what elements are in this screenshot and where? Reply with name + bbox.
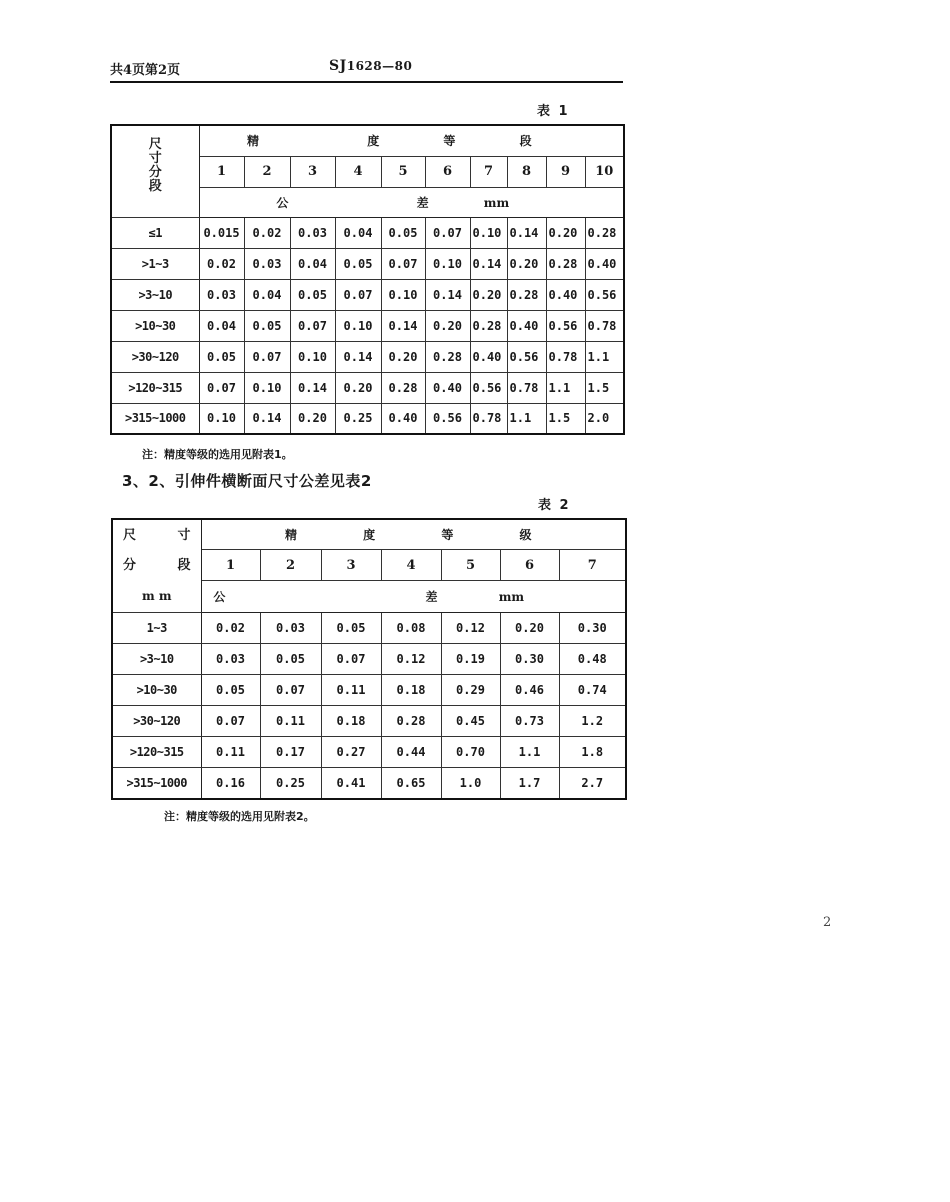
tolerance-cell: 0.11	[201, 737, 260, 768]
header-char: 分	[148, 165, 162, 181]
standard-code	[329, 58, 412, 74]
tolerance-cell: 0.03	[244, 248, 290, 279]
tolerance-cell: 0.10	[425, 248, 470, 279]
tolerance-cell: 0.015	[199, 217, 244, 248]
standard-prefix: SJ	[329, 58, 347, 74]
tolerance-cell: 0.20	[290, 403, 335, 434]
size-range-cell: >10~30	[112, 675, 201, 706]
tolerance-cell: 0.56	[585, 279, 624, 310]
size-range-cell: >10~30	[111, 310, 199, 341]
tolerance-cell: 0.56	[546, 310, 585, 341]
page-count-label: 共4页第2页	[110, 63, 181, 78]
table-row	[112, 644, 626, 675]
table2-note: 注：精度等级的选用见附表2。	[164, 810, 315, 823]
tolerance-cell: 0.05	[244, 310, 290, 341]
tolerance-cell: 1.8	[559, 737, 626, 768]
size-range-cell: >315~1000	[111, 403, 199, 434]
table-row	[112, 613, 626, 644]
tolerance-cell: 0.29	[441, 675, 500, 706]
tolerance-cell: 0.40	[546, 279, 585, 310]
tolerance-cell: 0.14	[470, 248, 507, 279]
tolerance-cell: 0.44	[381, 737, 441, 768]
tolerance-cell: 0.28	[470, 310, 507, 341]
tolerance-cell: 0.10	[335, 310, 381, 341]
table2	[111, 518, 627, 800]
tolerance-cell: 0.14	[244, 403, 290, 434]
tolerance-cell: 0.56	[425, 403, 470, 434]
unit-label: m m	[141, 589, 172, 604]
table-row	[111, 310, 624, 341]
page-number: 2	[823, 915, 832, 930]
tolerance-cell: 0.04	[335, 217, 381, 248]
header-char: 寸	[148, 151, 162, 167]
table1-caption: 表 1	[537, 104, 568, 119]
table-row	[112, 675, 626, 706]
tolerance-cell: 0.10	[244, 372, 290, 403]
tolerance-cell: 0.19	[441, 644, 500, 675]
tolerance-cell: 0.20	[507, 248, 546, 279]
tolerance-header	[201, 581, 626, 613]
tolerance-cell: 0.02	[244, 217, 290, 248]
grade-5: 5	[441, 549, 500, 581]
tolerance-cell: 0.45	[441, 706, 500, 737]
tolerance-cell: 0.08	[381, 613, 441, 644]
table-row	[111, 217, 624, 248]
tolerance-cell: 0.78	[507, 372, 546, 403]
tolerance-cell: 0.20	[381, 341, 425, 372]
header-char: 精	[284, 527, 297, 542]
grade-4: 4	[381, 549, 441, 581]
header-char: 段	[519, 134, 532, 149]
tolerance-cell: 0.28	[585, 217, 624, 248]
tolerance-cell: 2.7	[559, 768, 626, 799]
tolerance-cell: 0.28	[507, 279, 546, 310]
tolerance-cell: 0.02	[201, 613, 260, 644]
tolerance-cell: 0.14	[335, 341, 381, 372]
tolerance-cell: 0.40	[507, 310, 546, 341]
tolerance-cell: 1.0	[441, 768, 500, 799]
tolerance-cell: 0.28	[546, 248, 585, 279]
tolerance-cell: 0.78	[470, 403, 507, 434]
tolerance-cell: 0.73	[500, 706, 559, 737]
tolerance-cell: 0.10	[381, 279, 425, 310]
tolerance-cell: 0.14	[381, 310, 425, 341]
tolerance-cell: 0.07	[321, 644, 381, 675]
header-char: 等	[443, 134, 456, 149]
table-row	[111, 279, 624, 310]
standard-number: 1628—80	[346, 59, 413, 73]
header-char: 度	[367, 134, 380, 149]
table1-body	[111, 217, 624, 434]
size-range-header	[112, 519, 201, 613]
tolerance-cell: 0.17	[260, 737, 321, 768]
grade-3: 3	[290, 156, 335, 187]
size-range-cell: >3~10	[111, 279, 199, 310]
table-row	[111, 372, 624, 403]
tolerance-cell: 0.05	[381, 217, 425, 248]
tolerance-cell: 0.11	[260, 706, 321, 737]
tolerance-cell: 0.56	[470, 372, 507, 403]
tolerance-cell: 0.03	[260, 613, 321, 644]
grade-9: 9	[546, 156, 585, 187]
grade-3: 3	[321, 549, 381, 581]
tolerance-cell: 0.40	[425, 372, 470, 403]
header-char: 分	[123, 558, 137, 574]
tolerance-cell: 1.1	[500, 737, 559, 768]
tolerance-cell: 0.10	[290, 341, 335, 372]
table-row	[111, 248, 624, 279]
tolerance-cell: 0.20	[470, 279, 507, 310]
tolerance-cell: 0.20	[425, 310, 470, 341]
tolerance-cell: 0.02	[199, 248, 244, 279]
tolerance-cell: 0.05	[290, 279, 335, 310]
tolerance-cell: 0.48	[559, 644, 626, 675]
tolerance-cell: 1.1	[546, 372, 585, 403]
tolerance-cell: 0.65	[381, 768, 441, 799]
size-range-header	[111, 125, 199, 217]
tolerance-cell: 0.14	[425, 279, 470, 310]
size-range-cell: >3~10	[112, 644, 201, 675]
header-char: 级	[519, 527, 532, 542]
header-char: 公	[276, 195, 289, 210]
tolerance-cell: 0.30	[500, 644, 559, 675]
header-char: 尺	[123, 527, 137, 543]
header-divider	[110, 81, 623, 83]
tolerance-cell: 0.20	[500, 613, 559, 644]
tolerance-cell: 0.12	[441, 613, 500, 644]
tolerance-cell: 2.0	[585, 403, 624, 434]
tolerance-cell: 0.74	[559, 675, 626, 706]
header-char: 尺	[148, 137, 162, 153]
table-row	[111, 341, 624, 372]
tolerance-cell: 0.04	[199, 310, 244, 341]
precision-grade-header	[201, 519, 626, 549]
table-row	[111, 403, 624, 434]
grade-2: 2	[244, 156, 290, 187]
grade-7: 7	[559, 549, 626, 581]
header-char: 度	[363, 527, 376, 542]
tolerance-cell: 0.03	[199, 279, 244, 310]
tolerance-cell: 0.28	[381, 372, 425, 403]
tolerance-cell: 0.28	[425, 341, 470, 372]
size-range-cell: >120~315	[112, 737, 201, 768]
table1-note: 注：精度等级的选用见附表1。	[142, 448, 293, 461]
tolerance-cell: 0.07	[244, 341, 290, 372]
tolerance-cell: 0.07	[201, 706, 260, 737]
header-char: 段	[148, 179, 162, 195]
tolerance-cell: 0.25	[260, 768, 321, 799]
tolerance-cell: 0.07	[199, 372, 244, 403]
tolerance-cell: 0.30	[559, 613, 626, 644]
header-char: 精	[246, 134, 259, 149]
tolerance-cell: 0.41	[321, 768, 381, 799]
tolerance-cell: 0.07	[381, 248, 425, 279]
tolerance-cell: 0.18	[381, 675, 441, 706]
header-char: 段	[177, 558, 191, 574]
grade-10: 10	[585, 156, 624, 187]
grade-6: 6	[425, 156, 470, 187]
grade-2: 2	[260, 549, 321, 581]
size-range-cell: >30~120	[111, 341, 199, 372]
tolerance-cell: 0.40	[381, 403, 425, 434]
header-char: 差	[416, 195, 429, 210]
tolerance-cell: 0.14	[507, 217, 546, 248]
tolerance-cell: 0.05	[199, 341, 244, 372]
tolerance-cell: 0.05	[201, 675, 260, 706]
tolerance-cell: 0.78	[585, 310, 624, 341]
tolerance-cell: 0.03	[290, 217, 335, 248]
tolerance-cell: 0.70	[441, 737, 500, 768]
header-char: 公	[213, 590, 226, 605]
size-range-cell: >1~3	[111, 248, 199, 279]
size-range-cell: >120~315	[111, 372, 199, 403]
tolerance-cell: 0.40	[470, 341, 507, 372]
table-row	[112, 737, 626, 768]
tolerance-cell: 0.28	[381, 706, 441, 737]
tolerance-cell: 1.1	[585, 341, 624, 372]
grade-1: 1	[199, 156, 244, 187]
tolerance-cell: 1.5	[585, 372, 624, 403]
tolerance-cell: 0.20	[335, 372, 381, 403]
grade-7: 7	[470, 156, 507, 187]
tolerance-cell: 0.07	[260, 675, 321, 706]
tolerance-cell: 1.7	[500, 768, 559, 799]
tolerance-cell: 0.56	[507, 341, 546, 372]
tolerance-cell: 0.12	[381, 644, 441, 675]
section-heading: 3、2、引伸件横断面尺寸公差见表2	[122, 472, 372, 490]
size-range-cell: >30~120	[112, 706, 201, 737]
tolerance-cell: 0.04	[290, 248, 335, 279]
grade-1: 1	[201, 549, 260, 581]
tolerance-cell: 0.78	[546, 341, 585, 372]
grade-5: 5	[381, 156, 425, 187]
grade-4: 4	[335, 156, 381, 187]
precision-grade-header	[199, 125, 624, 156]
tolerance-cell: 0.16	[201, 768, 260, 799]
tolerance-cell: 0.46	[500, 675, 559, 706]
tolerance-cell: 0.03	[201, 644, 260, 675]
tolerance-cell: 0.07	[290, 310, 335, 341]
table2-caption: 表 2	[538, 498, 569, 513]
tolerance-cell: 0.05	[260, 644, 321, 675]
grade-6: 6	[500, 549, 559, 581]
tolerance-cell: 1.5	[546, 403, 585, 434]
tolerance-cell: 0.25	[335, 403, 381, 434]
tolerance-cell: 0.04	[244, 279, 290, 310]
tolerance-cell: 0.05	[335, 248, 381, 279]
header-char: 等	[441, 527, 454, 542]
tolerance-cell: 0.27	[321, 737, 381, 768]
grade-8: 8	[507, 156, 546, 187]
tolerance-cell: 0.10	[470, 217, 507, 248]
table-row	[112, 768, 626, 799]
tolerance-cell: 1.1	[507, 403, 546, 434]
tolerance-cell: 0.18	[321, 706, 381, 737]
header-char: 寸	[177, 527, 191, 543]
tolerance-cell: 0.07	[425, 217, 470, 248]
tolerance-cell: 0.11	[321, 675, 381, 706]
tolerance-cell: 0.14	[290, 372, 335, 403]
tolerance-cell: 1.2	[559, 706, 626, 737]
tolerance-cell: 0.40	[585, 248, 624, 279]
tolerance-header	[199, 187, 624, 217]
tolerance-cell: 0.10	[199, 403, 244, 434]
table2-body	[112, 613, 626, 799]
header-char: 差	[425, 590, 438, 605]
size-range-cell: ≤1	[111, 217, 199, 248]
unit-label: mm	[483, 195, 510, 210]
size-range-cell: 1~3	[112, 613, 201, 644]
size-range-cell: >315~1000	[112, 768, 201, 799]
tolerance-cell: 0.05	[321, 613, 381, 644]
table1	[110, 124, 625, 435]
table-row	[112, 706, 626, 737]
tolerance-cell: 0.07	[335, 279, 381, 310]
unit-label: mm	[498, 590, 525, 605]
tolerance-cell: 0.20	[546, 217, 585, 248]
